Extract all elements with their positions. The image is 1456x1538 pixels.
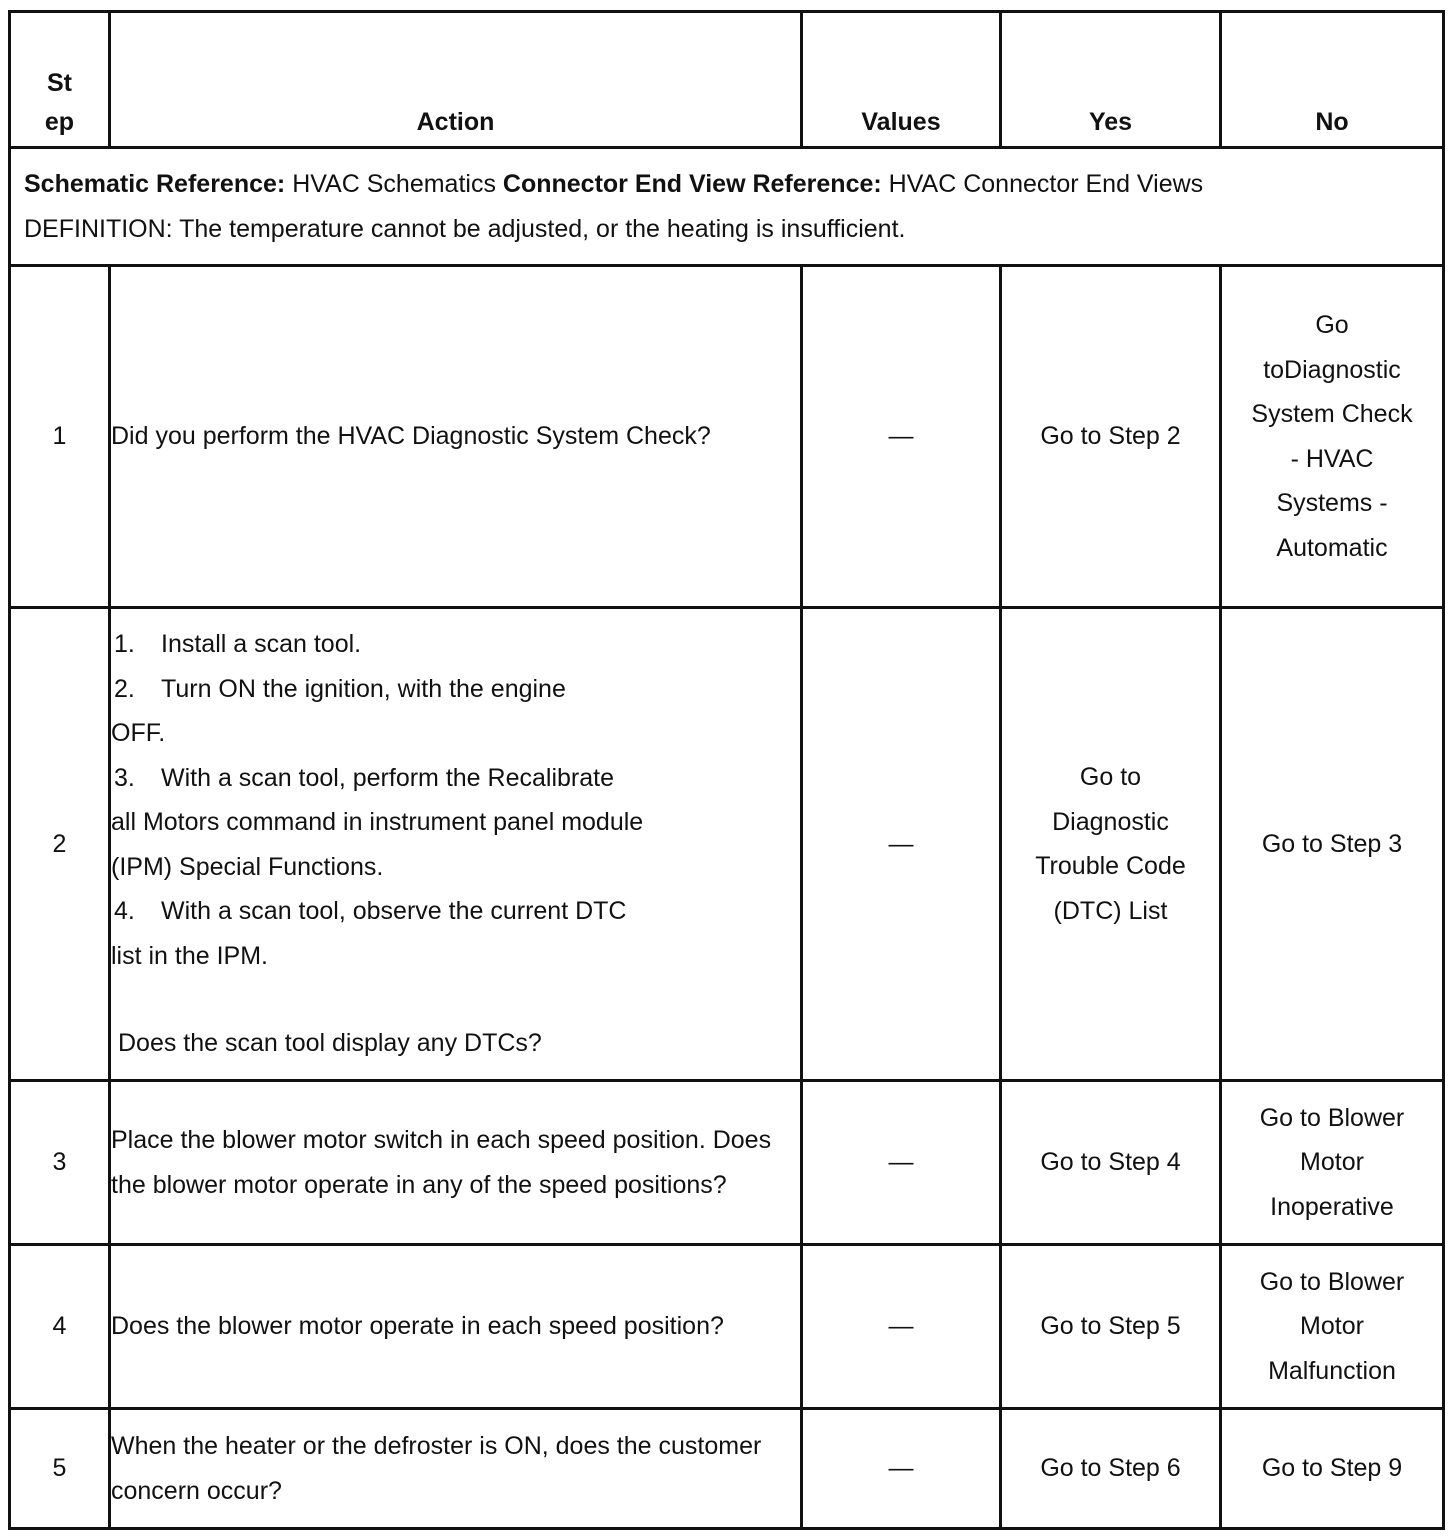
list-item-continuation: OFF. xyxy=(111,719,166,748)
header-row xyxy=(10,12,1444,148)
header-values: Values xyxy=(802,12,1001,148)
reference-line xyxy=(24,162,1442,207)
reference-row xyxy=(10,148,1444,266)
table-row xyxy=(10,1409,1444,1529)
values-cell: — xyxy=(802,1245,1001,1409)
table-row xyxy=(10,266,1444,608)
list-item-text: Turn ON the ignition, with the engine xyxy=(161,674,566,703)
table-row xyxy=(10,1245,1444,1409)
step-number: 4 xyxy=(10,1245,110,1409)
schematic-label: Schematic Reference: xyxy=(24,170,286,198)
list-item-number: 3. xyxy=(114,763,135,792)
values-cell: — xyxy=(802,608,1001,1081)
list-item xyxy=(111,622,800,667)
definition-text: DEFINITION: The temperature cannot be adjusted, or the heating is insufficient. xyxy=(24,214,906,243)
table-row xyxy=(10,608,1444,1081)
header-step xyxy=(10,12,110,148)
yes-link[interactable]: Go to Step 5 xyxy=(1001,1245,1221,1409)
action-text: Does the blower motor operate in each speed position? xyxy=(110,1245,802,1409)
no-link[interactable]: Go to Blower Motor Malfunction xyxy=(1259,1267,1405,1385)
no-cell xyxy=(1221,1245,1444,1409)
list-item-text: With a scan tool, perform the Recalibrate xyxy=(161,763,614,792)
header-yes: Yes xyxy=(1001,12,1221,148)
list-item-number: 2. xyxy=(114,674,135,703)
list-item xyxy=(111,756,800,801)
action-text: Did you perform the HVAC Diagnostic System Check? xyxy=(110,266,802,608)
yes-cell xyxy=(1001,608,1221,1081)
list-item-number: 4. xyxy=(114,897,135,926)
step-number: 3 xyxy=(10,1081,110,1245)
list-item-number: 1. xyxy=(114,630,135,659)
yes-link[interactable]: Go to Step 4 xyxy=(1001,1081,1221,1245)
no-link[interactable]: Go to Blower Motor Inoperative xyxy=(1259,1103,1405,1221)
action-list xyxy=(110,608,802,1081)
list-item-continuation: list in the IPM. xyxy=(111,941,268,970)
list-item-continuation: all Motors command in instrument panel module (IPM) Special Functions. xyxy=(111,808,644,881)
header-step-line1: St xyxy=(47,69,72,97)
no-link[interactable]: Go toDiagnostic System Check - HVAC Systems - Automatic xyxy=(1251,311,1413,562)
header-action: Action xyxy=(110,12,802,148)
table-row xyxy=(10,1081,1444,1245)
connector-label: Connector End View Reference: xyxy=(502,170,882,198)
no-cell xyxy=(1221,1081,1444,1245)
yes-link[interactable]: Go to Step 6 xyxy=(1001,1409,1221,1529)
list-item-text: Install a scan tool. xyxy=(161,630,362,659)
values-cell: — xyxy=(802,266,1001,608)
no-cell xyxy=(1221,266,1444,608)
list-item-text: With a scan tool, observe the current DTC xyxy=(161,897,627,926)
schematic-link[interactable]: HVAC Schematics xyxy=(292,170,496,198)
step-number: 5 xyxy=(10,1409,110,1529)
action-text: When the heater or the defroster is ON, does the customer concern occur? xyxy=(110,1409,802,1529)
step-number: 1 xyxy=(10,266,110,608)
diagnostic-table xyxy=(8,10,1445,1530)
yes-link[interactable]: Go to Diagnostic Trouble Code (DTC) List xyxy=(1035,763,1186,925)
list-item xyxy=(111,889,800,934)
connector-link[interactable]: HVAC Connector End Views xyxy=(888,170,1204,198)
no-link[interactable]: Go to Step 9 xyxy=(1221,1409,1444,1529)
values-cell: — xyxy=(802,1081,1001,1245)
list-item xyxy=(111,667,800,712)
question-text: Does the scan tool display any DTCs? xyxy=(118,1029,542,1058)
header-no: No xyxy=(1221,12,1444,148)
values-cell: — xyxy=(802,1409,1001,1529)
step-number: 2 xyxy=(10,608,110,1081)
yes-link[interactable]: Go to Step 2 xyxy=(1001,266,1221,608)
no-link[interactable]: Go to Step 3 xyxy=(1221,608,1444,1081)
header-step-line2: ep xyxy=(44,108,75,136)
reference-cell xyxy=(10,148,1444,266)
action-text: Place the blower motor switch in each speed position. Does the blower motor operate in any of the speed positions? xyxy=(110,1081,802,1245)
